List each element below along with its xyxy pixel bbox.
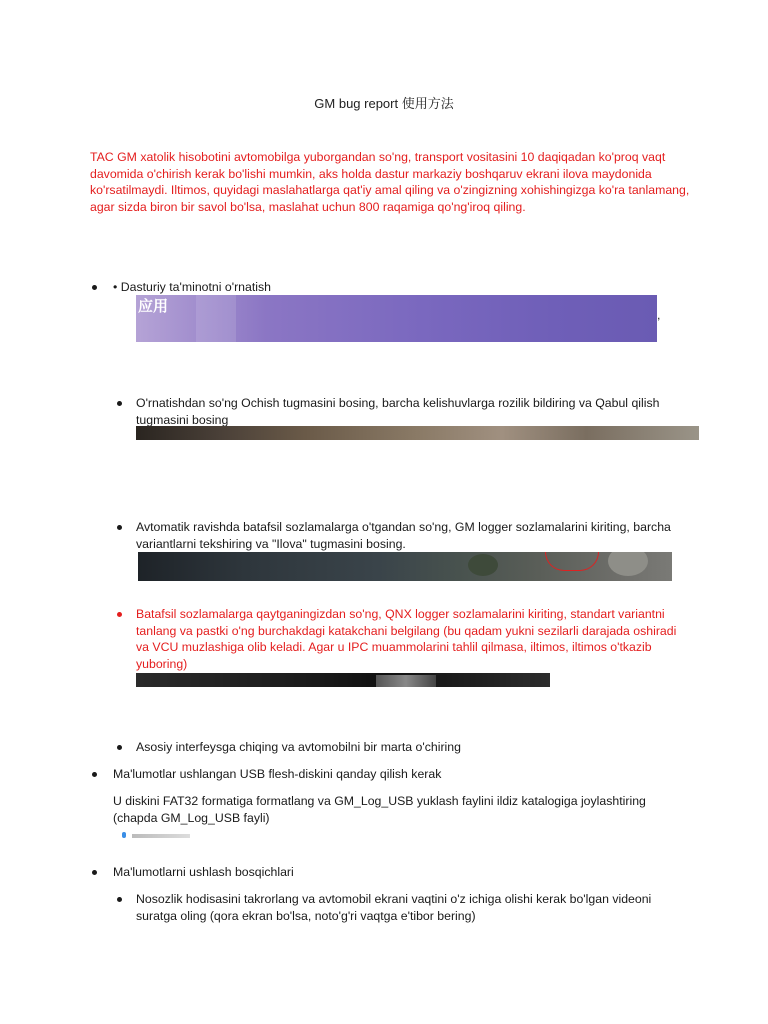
section-capture-heading: Ma'lumotlarni ushlash bosqichlari: [113, 865, 294, 879]
section-install-heading: • Dasturiy ta'minotni o'rnatish: [113, 280, 271, 294]
location-pin-icon: [122, 832, 126, 838]
step-exit-power-off: Asosiy interfeysga chiqing va avtomobilni bir marta o'chiring: [136, 740, 461, 754]
bullet-dot: [117, 745, 122, 750]
screenshot-install-banner: [136, 295, 657, 342]
bullet-dot: [117, 612, 122, 617]
section-usb-heading: Ma'lumotlar ushlangan USB flesh-diskini qanday qilish kerak: [113, 767, 442, 781]
step-open-accept: O'rnatishdan so'ng Ochish tugmasini bosing, barcha kelishuvlarga rozilik bildiring va Qabul qilish tugmasini bosing: [136, 396, 660, 427]
trailing-comma: ,: [657, 308, 661, 322]
bullet-dot: [92, 772, 97, 777]
bullet-dot: [117, 897, 122, 902]
section-usb-body: U diskini FAT32 formatiga formatlang va GM_Log_USB yuklash faylini ildiz katalogiga joylashtiring (chapda GM_Log_USB fayli): [113, 794, 646, 825]
screenshot-strip-accept: [136, 426, 699, 440]
bullet-dot: [92, 870, 97, 875]
document-title: GM bug report 使用方法: [314, 96, 454, 111]
bullet-dot: [92, 285, 97, 290]
screenshot-strip-qnx-logger: [136, 673, 550, 687]
step-qnx-logger-warning: Batafsil sozlamalarga qaytganingizdan so'ng, QNX logger sozlamalarini kiriting, standart variantni tanlang va pastki o'ng burchakdagi katakchani belgilang (bu qadam yukni sezilarli darajada oshiradi va VCU muzlashiga olib keladi. Agar u IPC muammolarini tahlil qilmasa, iltimos, iltimos o'tkazib yuboring): [136, 607, 677, 671]
step-gm-logger: Avtomatik ravishda batafsil sozlamalarga o'tgandan so'ng, GM logger sozlamalarini kiriting, barcha variantlarni tekshiring va "Ilova" tugmasini bosing.: [136, 520, 671, 551]
intro-warning-paragraph: TAC GM xatolik hisobotini avtomobilga yuborgandan so'ng, transport vositasini 10 daqiqadan ko'proq vaqt davomida o'chirish kerak bo'lishi mumkin, aks holda dastur markaziy boshqaruv ekrani ilova maydonida ko'rsatilmaydi. Iltimos, quyidagi maslahatlarga qat'iy amal qiling va o'zingizning xohishingizga ko'ra tanlamang, agar sizda biron bir savol bo'lsa, maslahat uchun 800 raqamiga qo'ng'iroq qiling.: [90, 150, 690, 214]
screenshot-strip-gm-logger: [138, 552, 672, 581]
step-reproduce-record: Nosozlik hodisasini takrorlang va avtomobil ekrani vaqtini o'z ichiga olishi kerak bo'lgan videoni suratga oling (qora ekran bo'lsa, noto'g'ri vaqtga e'tibor bering): [136, 892, 652, 923]
app-label-glyph: 应用: [138, 297, 169, 315]
screenshot-snippet-file: [118, 832, 198, 840]
bullet-dot: [117, 525, 122, 530]
red-highlight-circle: [545, 552, 599, 571]
bullet-dot: [117, 401, 122, 406]
